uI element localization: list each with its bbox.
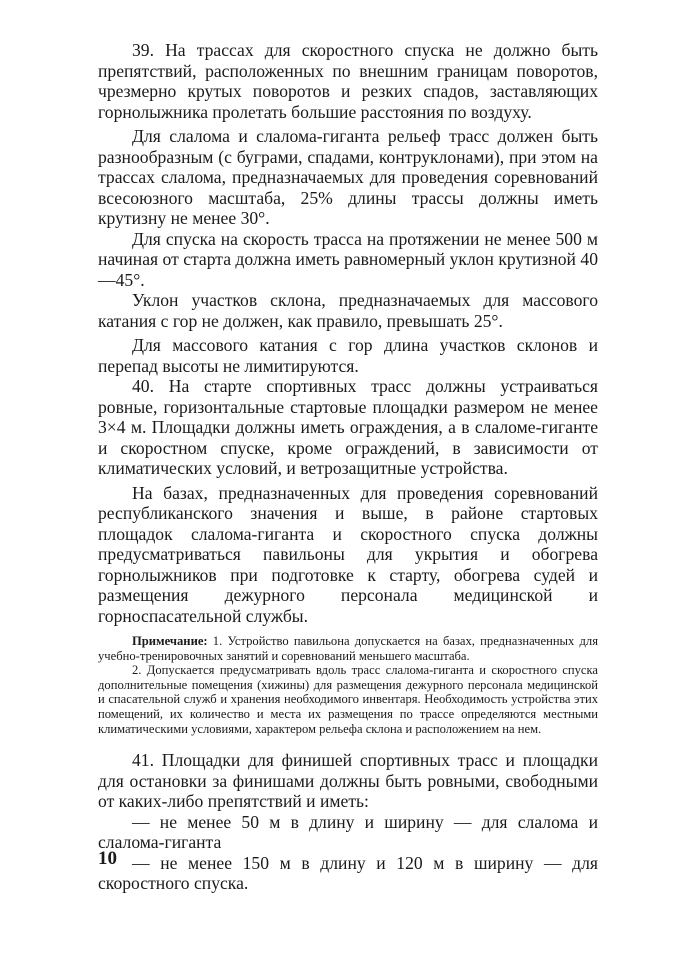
note-item-1-text: 1. Устройство павильона допускается на базах, предназначенных для учебно-тренировочных занятий и соревнований меньшего масштаба. [98, 634, 598, 663]
paragraph-40-pavilions: На базах, предназначенных для проведения соревнований республиканского значения и выше, в районе стартовых площадок слалома-гиганта и скоростного спуска должны предусматриваться павильоны для укрытия и обогрева горнолыжников при подготовке к старту, обогрева судей и размещения дежурного персонала медицинской и горноспасательной службы. [98, 482, 598, 626]
paragraph-39-slalom-relief: Для слалома и слалома-гиганта рельеф трасс должен быть разнообразным (с буграми, спадами, контруклонами), при этом на трассах слалома, предназначаемых для проведения соревнований всесоюзного масштаба, 25% длины трассы должны иметь крутизну не менее 30°. [98, 126, 598, 228]
note-label: Примечание: [132, 634, 208, 648]
paragraph-41-finish-areas: 41. Площадки для финишей спортивных трасс и площадки для остановки за финишами должны быть ровными, свободными от каких-либо препятствий и иметь: [98, 750, 598, 812]
paragraph-39-speed-descent: Для спуска на скорость трасса на протяжении не менее 500 м начиная от старта должна иметь равномерный уклон крутизной 40—45°. [98, 228, 598, 290]
document-page [98, 40, 598, 894]
paragraph-41-descent-size: — не менее 150 м в длину и 120 м в ширину — для скоростного спуска. [98, 852, 598, 894]
paragraph-39-intro: 39. На трассах для скоростного спуска не должно быть препятствий, расположенных по внешним границам поворотов, чрезмерно крутых поворотов и резких спадов, заставляющих горнолыжника пролетать большие расстояния по воздуху. [98, 40, 598, 122]
paragraph-39-mass-length: Для массового катания с гор длина участков склонов и перепад высоты не лимитируются. [98, 335, 598, 376]
paragraph-40-start-platforms: 40. На старте спортивных трасс должны устраиваться ровные, горизонтальные стартовые площадки размером не менее 3×4 м. Площадки должны иметь ограждения, а в слаломе-гиганте и скоростном спуске, кроме ограждений, в зависимости от климатических условий, и ветрозащитные устройства. [98, 376, 598, 478]
page-number: 10 [98, 848, 117, 869]
note-item-2: 2. Допускается предусматривать вдоль трасс слалома-гиганта и скоростного спуска дополнительные помещения (хижины) для размещения дежурного персонала медицинской и спасательной служб и хранения необходимого инвентаря. Необходимость устройства этих помещений, их количество и места их размещения по трассе определяются местными климатическими условиями, характером рельефа склона и расположением на нем. [98, 663, 598, 736]
paragraph-39-mass-slope: Уклон участков склона, предназначаемых для массового катания с гор не должен, как правило, превышать 25°. [98, 290, 598, 331]
note-item-1 [98, 634, 598, 663]
paragraph-41-slalom-size: — не менее 50 м в длину и ширину — для слалома и слалома-гиганта [98, 811, 598, 853]
